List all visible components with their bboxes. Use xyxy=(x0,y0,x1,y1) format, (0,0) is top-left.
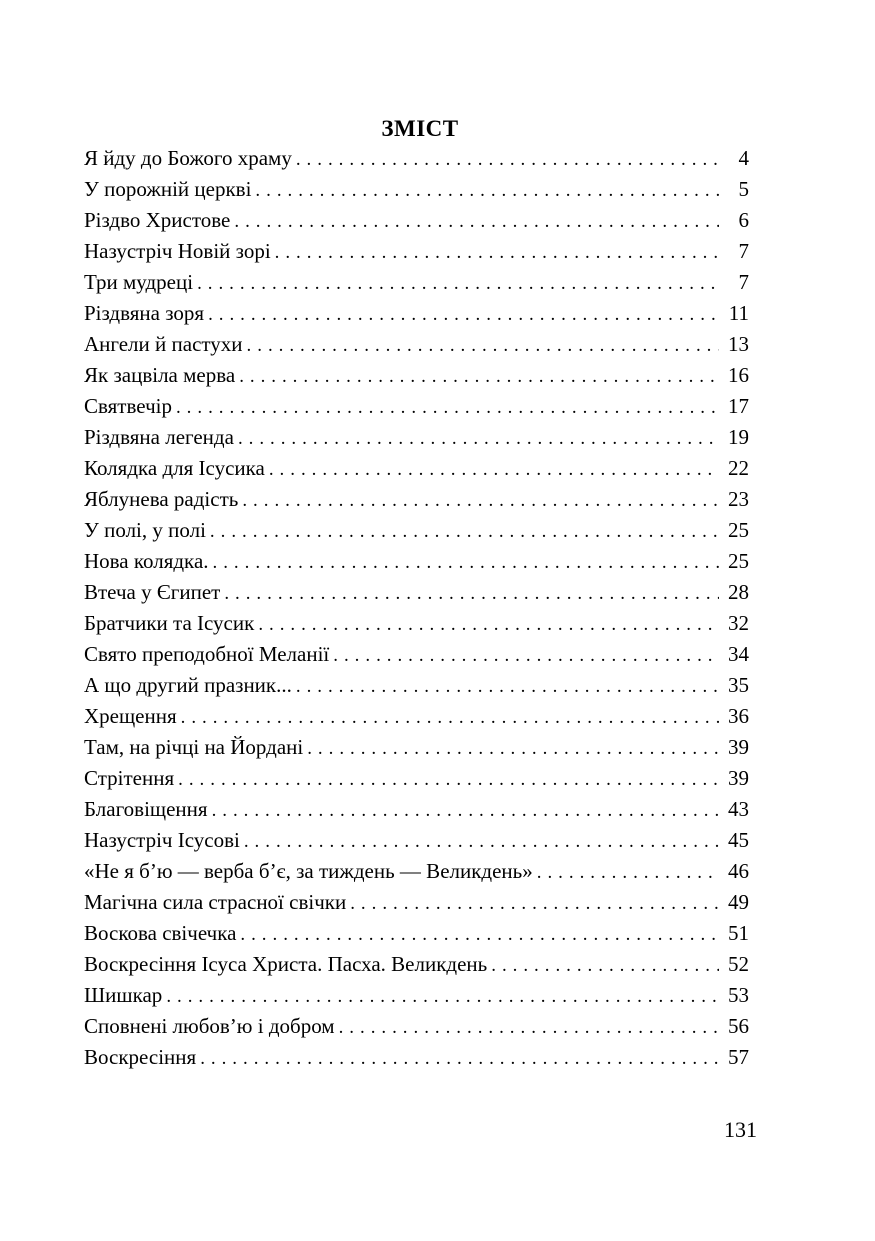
toc-entry-page: 19 xyxy=(728,425,749,449)
dot-leader xyxy=(307,733,719,764)
table-of-contents xyxy=(84,143,749,1073)
toc-entry-title: Магічна сила страсної свічки xyxy=(84,890,347,914)
dot-leader xyxy=(239,361,719,392)
dot-leader xyxy=(210,516,719,547)
toc-entry xyxy=(84,1011,749,1042)
toc-entry-title: Воскова свічечка xyxy=(84,921,237,945)
dot-leader xyxy=(178,764,719,795)
toc-entry-page: 25 xyxy=(728,518,749,542)
toc-entry xyxy=(84,701,749,732)
dot-leader xyxy=(339,1012,719,1043)
toc-entry xyxy=(84,980,749,1011)
toc-entry xyxy=(84,732,749,763)
toc-entry xyxy=(84,577,749,608)
toc-entry-page: 46 xyxy=(728,859,749,883)
toc-entry-page: 57 xyxy=(728,1045,749,1069)
dot-leader xyxy=(176,392,719,423)
toc-entry-page: 53 xyxy=(728,983,749,1007)
toc-entry-title: Святвечір xyxy=(84,394,172,418)
toc-entry-page: 56 xyxy=(728,1014,749,1038)
toc-entry xyxy=(84,825,749,856)
toc-entry xyxy=(84,391,749,422)
toc-entry-page: 17 xyxy=(728,394,749,418)
toc-entry xyxy=(84,360,749,391)
toc-entry-title: Як зацвіла мерва xyxy=(84,363,236,387)
toc-entry-title: Різдвяна зоря xyxy=(84,301,205,325)
toc-entry-title: Назустріч Ісусові xyxy=(84,828,240,852)
toc-entry xyxy=(84,1042,749,1073)
toc-entry xyxy=(84,515,749,546)
toc-entry-title: Благовіщення xyxy=(84,797,208,821)
dot-leader xyxy=(296,144,719,175)
toc-entry-title: Шишкар xyxy=(84,983,163,1007)
dot-leader xyxy=(296,671,719,702)
toc-entry-title: У порожній церкві xyxy=(84,177,252,201)
toc-entry-title: Різдво Христове xyxy=(84,208,231,232)
toc-entry-page: 52 xyxy=(728,952,749,976)
toc-entry-title: Різдвяна легенда xyxy=(84,425,234,449)
toc-entry xyxy=(84,794,749,825)
dot-leader xyxy=(275,237,719,268)
toc-entry-page: 39 xyxy=(728,735,749,759)
toc-entry-page: 16 xyxy=(728,363,749,387)
toc-entry-title: Свято преподобної Меланії xyxy=(84,642,330,666)
toc-entry-page: 11 xyxy=(728,301,749,325)
dot-leader xyxy=(244,826,719,857)
dot-leader xyxy=(197,268,719,299)
toc-entry-page: 25 xyxy=(728,549,749,573)
toc-entry-page: 36 xyxy=(728,704,749,728)
toc-entry-title: Воскресіння Ісуса Христа. Пасха. Великдень xyxy=(84,952,488,976)
toc-entry xyxy=(84,453,749,484)
toc-entry xyxy=(84,205,749,236)
toc-entry-title: Три мудреці xyxy=(84,270,194,294)
toc-entry-page: 23 xyxy=(728,487,749,511)
page-title: ЗМІСТ xyxy=(381,116,459,142)
dot-leader xyxy=(238,423,719,454)
dot-leader xyxy=(242,485,719,516)
toc-entry-page: 35 xyxy=(728,673,749,697)
toc-entry-page: 28 xyxy=(728,580,749,604)
toc-entry-page: 32 xyxy=(728,611,749,635)
dot-leader xyxy=(181,702,719,733)
toc-entry-page: 34 xyxy=(728,642,749,666)
toc-entry-title: А що другий празник... xyxy=(84,673,292,697)
toc-entry-title: Хрещення xyxy=(84,704,177,728)
toc-entry xyxy=(84,918,749,949)
toc-entry xyxy=(84,236,749,267)
dot-leader xyxy=(269,454,719,485)
toc-entry xyxy=(84,949,749,980)
toc-entry-page: 5 xyxy=(738,177,749,201)
toc-entry-title: У полі, у полі xyxy=(84,518,206,542)
toc-entry xyxy=(84,174,749,205)
toc-entry-title: Нова колядка. xyxy=(84,549,209,573)
toc-entry-title: Я йду до Божого храму xyxy=(84,146,292,170)
dot-leader xyxy=(333,640,719,671)
toc-entry-title: Втеча у Єгипет xyxy=(84,580,221,604)
dot-leader xyxy=(212,795,719,826)
dot-leader xyxy=(255,175,719,206)
toc-entry xyxy=(84,670,749,701)
toc-entry xyxy=(84,143,749,174)
toc-entry-page: 7 xyxy=(738,270,749,294)
dot-leader xyxy=(240,919,719,950)
toc-entry xyxy=(84,639,749,670)
toc-entry-page: 49 xyxy=(728,890,749,914)
toc-entry-page: 22 xyxy=(728,456,749,480)
dot-leader xyxy=(213,547,719,578)
dot-leader xyxy=(258,609,719,640)
toc-entry xyxy=(84,298,749,329)
dot-leader xyxy=(537,857,719,888)
toc-entry xyxy=(84,422,749,453)
dot-leader xyxy=(234,206,719,237)
toc-entry-page: 43 xyxy=(728,797,749,821)
toc-entry-title: Назустріч Новій зорі xyxy=(84,239,271,263)
toc-entry-title: Сповнені любов’ю і добром xyxy=(84,1014,335,1038)
toc-entry-page: 7 xyxy=(738,239,749,263)
dot-leader xyxy=(350,888,719,919)
dot-leader xyxy=(491,950,719,981)
toc-entry-title: Стрітення xyxy=(84,766,175,790)
toc-entry-title: «Не я б’ю — верба б’є, за тиждень — Великдень» xyxy=(84,859,533,883)
toc-entry xyxy=(84,608,749,639)
toc-entry xyxy=(84,887,749,918)
dot-leader xyxy=(247,330,719,361)
toc-entry-page: 45 xyxy=(728,828,749,852)
dot-leader xyxy=(224,578,719,609)
page-number: 131 xyxy=(724,1117,757,1142)
toc-entry-page: 6 xyxy=(738,208,749,232)
toc-entry-title: Ангели й пастухи xyxy=(84,332,243,356)
toc-entry-page: 4 xyxy=(738,146,749,170)
toc-entry-title: Воскресіння xyxy=(84,1045,197,1069)
toc-entry-title: Колядка для Ісусика xyxy=(84,456,265,480)
toc-entry xyxy=(84,546,749,577)
dot-leader xyxy=(200,1043,719,1074)
toc-entry xyxy=(84,329,749,360)
toc-entry-title: Яблунева радість xyxy=(84,487,239,511)
toc-entry-page: 39 xyxy=(728,766,749,790)
toc-entry xyxy=(84,763,749,794)
toc-entry xyxy=(84,484,749,515)
dot-leader xyxy=(166,981,719,1012)
toc-entry-page: 13 xyxy=(728,332,749,356)
toc-entry xyxy=(84,267,749,298)
toc-entry-page: 51 xyxy=(728,921,749,945)
toc-entry-title: Братчики та Ісусик xyxy=(84,611,255,635)
toc-entry xyxy=(84,856,749,887)
dot-leader xyxy=(208,299,719,330)
toc-entry-title: Там, на річці на Йордані xyxy=(84,735,304,759)
